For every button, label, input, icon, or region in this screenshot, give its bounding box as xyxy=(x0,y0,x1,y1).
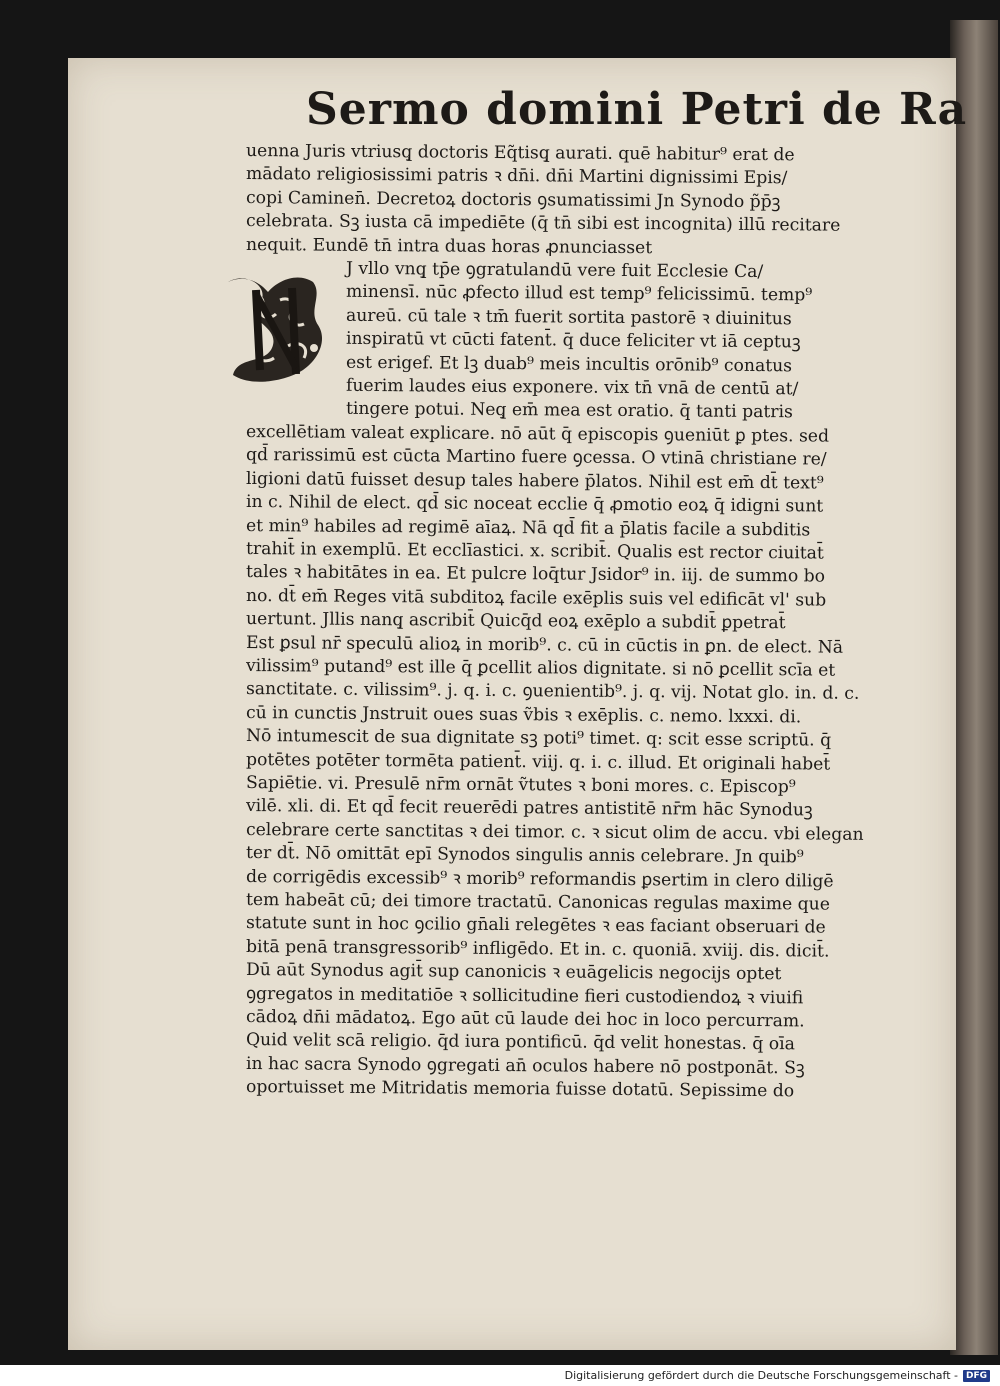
text-line: ꝯgregatos in meditatiōe ꝛ sollicitudine fieri custodiendoꝝ ꝛ viuifi xyxy=(245,983,804,1009)
text-line: Est ꝑsul nr̄ speculū alioꝝ in morib⁹. c. cū in cūctis in ꝑn. de elect. Nā xyxy=(245,632,844,658)
text-line: in hac sacra Synodo ꝯgregati an̄ oculos habere nō postponāt. Sꝫ xyxy=(245,1053,805,1079)
text-line: nequit. Eundē tn̄ intra duas horas ꝓnunciasset xyxy=(245,234,653,258)
text-line: excellētiam valeat explicare. nō aūt q̄ episcopis ꝯueniūt ꝑ ptes. sed xyxy=(245,421,830,447)
body-text xyxy=(246,140,921,1100)
text-line: qd̄ rarissimū est cūcta Martino fuere ꝯcessa. O vtinā christiane re/ xyxy=(245,445,827,470)
text-line: Nō intumescit de sua dignitate sꝫ poti⁹ timet. q: scit esse scriptū. q̄ xyxy=(245,726,832,751)
text-line: minensī. nūc ꝓfecto illud est temp⁹ felicissimū. temp⁹ xyxy=(345,282,813,306)
text-line: statute sunt in hoc ꝯcilio gn̄ali relegētes ꝛ eas faciant obseruari de xyxy=(245,913,826,938)
text-line: uenna Juris vtriusq̧ doctoris Eq̃tisq̧ aurati. quē habitur⁹ erat de xyxy=(245,141,795,166)
text-line: trahit̄ in exemplū. Et ecclīastici. x. scribit̄. Qualis est rector ciuitat̄ xyxy=(245,538,824,564)
text-line: uertunt. Jllis nanq̧ ascribit̄ Quicq̄d eoꝝ exēplo a subdit̄ ꝑpetrat̄ xyxy=(245,609,786,634)
text-line: vilissim⁹ putand⁹ est ille q̄ ꝑcellit alios dignitate. si nō ꝑcellit scīa et xyxy=(245,655,836,681)
text-line: fuerim laudes eius exponere. vix tn̄ vnā de centū at/ xyxy=(345,375,799,400)
dfg-logo-icon: DFG xyxy=(963,1370,990,1382)
text-line: ligioni datū fuisset desup tales habere p̄latos. Nihil est em̄ dt̄ text⁹ xyxy=(245,468,824,494)
text-line: et min⁹ habiles ad regimē aīaꝝ. Nā qd̄ fit a p̄latis facile a subditis xyxy=(245,515,811,540)
book-page xyxy=(68,58,968,1350)
text-line: in c. Nihil de elect. qd̄ sic noceat ecclie q̄ ꝓmotio eoꝝ q̄ idigni sunt xyxy=(245,492,824,517)
text-line: Dū aūt Synodus agit̄ sup canonicis ꝛ euāgelicis negocijs optet xyxy=(245,960,782,985)
text-line: mādato religiosissimi patris ꝛ dn̄i. dn̄i Martini dignissimi Epis/ xyxy=(245,164,788,189)
text-line: celebrare certe sanctitas ꝛ dei timor. c. ꝛ sicut olim de accu. vbi elegan xyxy=(245,819,864,845)
text-line: potētes potēter tormēta patient̄. viij. q. i. c. illud. Et originali habet̄ xyxy=(245,749,831,775)
book-binding-edge xyxy=(950,20,998,1355)
text-line: no. dt̄ em̄ Reges vitā subditoꝝ facile exēplis suis vel edificāt vl' sub xyxy=(245,585,827,611)
page-text-block xyxy=(245,84,968,1102)
text-line: cū in cunctis Jnstruit oues suas ṽbis ꝛ exēplis. c. nemo. lxxxi. di. xyxy=(245,702,802,728)
text-line: copi Caminen̄. Decretoꝝ doctoris ꝯsumatissimi Jn Synodo p̃p̄ꝫ xyxy=(245,187,781,213)
text-line: tingere potui. Neq̧ em̄ mea est oratio. q̄ tanti patris xyxy=(345,399,793,423)
text-line: Sapiētie. vi. Presulē nr̄m ornāt ṽtutes ꝛ boni mores. c. Episcop⁹ xyxy=(245,772,796,798)
text-line: Quid velit scā religio. q̄d iura pontificū. q̄d velit honestas. q̄ oīa xyxy=(245,1030,795,1055)
text-line: celebrata. Sꝫ iusta cā impediēte (q̄ tn̄ sibi est incognita) illū recitare xyxy=(245,211,841,236)
text-line: J vllo vnq̧ tp̄e ꝯgratulandū vere fuit Ecclesie Ca/ xyxy=(345,258,764,283)
text-line: bitā penā transgressorib⁹ infligēdo. Et in. c. quoniā. xviij. dis. dicit̄. xyxy=(245,936,830,962)
text-line: aureū. cū tale ꝛ tm̄ fuerit sortita pastorē ꝛ diuinitus xyxy=(345,305,792,330)
digitization-credit-footer xyxy=(0,1365,1000,1386)
text-line: est erigef. Et lꝫ duab⁹ meis incultis orōnib⁹ conatus xyxy=(345,352,793,376)
text-line: oportuisset me Mitridatis memoria fuisse dotatū. Sepissime do xyxy=(245,1077,795,1102)
text-line: sanctitate. c. vilissim⁹. j. q. i. c. ꝯuenientib⁹. j. q. vij. Notat glo. in. d. c. xyxy=(245,679,860,705)
text-line: inspiratū vt cūcti fatent̄. q̄ duce feliciter vt iā ceptuꝫ xyxy=(345,329,801,353)
text-line: cādoꝝ dn̄i mādatoꝝ. Ego aūt cū laude dei hoc in loco percurram. xyxy=(245,1007,805,1032)
funding-credit-text: Digitalisierung gefördert durch die Deutsche Forschungsgemeinschaft - xyxy=(564,1369,958,1382)
page-heading: Sermo domini Petri de Ra xyxy=(306,84,968,135)
text-line: vilē. xli. di. Et qd̄ fecit reuerēdi patres antistitē nr̄m hāc Synoduꝫ xyxy=(245,796,813,821)
text-line: tales ꝛ habitātes in ea. Et pulcre loq̄tur Jsidor⁹ in. iij. de summo bo xyxy=(245,562,826,587)
text-line: de corrigēdis excessib⁹ ꝛ morib⁹ reformandis ꝑsertim in clero diligē xyxy=(245,866,834,892)
text-line: tem habeāt cū; dei timore tractatū. Canonicas regulas maxime que xyxy=(245,890,830,915)
text-line: ter dt̄. Nō omittāt epī Synodos singulis annis celebrare. Jn quib⁹ xyxy=(245,843,804,868)
